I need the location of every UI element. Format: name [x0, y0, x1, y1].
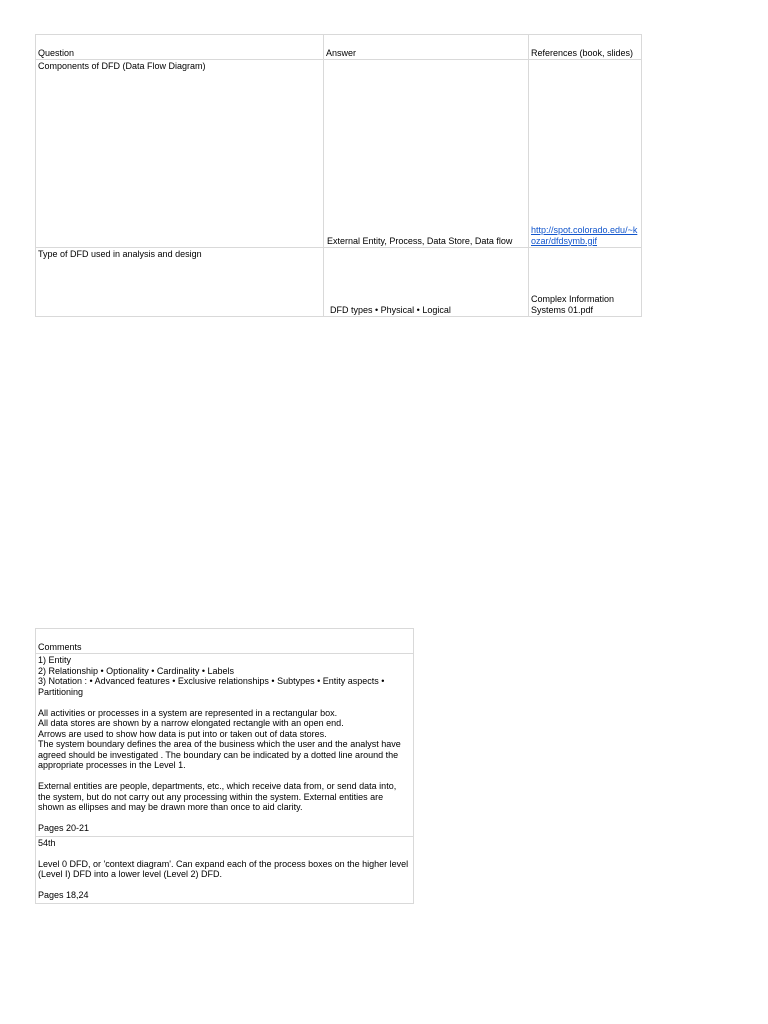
comments-table [35, 628, 414, 904]
qa-table [35, 34, 642, 317]
answer-cell: DFD types • Physical • Logical [324, 248, 529, 317]
question-header: Question [36, 35, 324, 60]
comment-paragraph: Level 0 DFD, or 'context diagram'. Can expand each of the process boxes on the higher level (Level I) DFD into a lower level (Level 2) DFD. [38, 858, 409, 879]
comments-header: Comments [36, 629, 414, 654]
reference-cell: Complex Information Systems 01.pdf [529, 248, 642, 317]
reference-link[interactable]: http://spot.colorado.edu/~kozar/dfdsymb.gif [531, 225, 638, 246]
qa-row [36, 60, 642, 248]
qa-header-row [36, 35, 642, 60]
answer-header: Answer [324, 35, 529, 60]
comment-paragraph: Pages 20-21 [38, 823, 90, 833]
comment-paragraph: 1) Entity 2) Relationship • Optionality • Cardinality • Labels 3) Notation : • Advanced features • Exclusive relationships • Subtypes • Entity aspects • Partitioning [38, 655, 385, 697]
comment-cell [36, 654, 414, 837]
comment-paragraph: All activities or processes in a system are represented in a rectangular box. All data stores are shown by a narrow elongated rectangle with an open end. Arrows are used to show how data is put into or taken out of data stores. The system boundary defines the area of the business which the user and the analyst have agreed should be investigated . The boundary can be indicated by a dotted line around the appropriate processes in the Level 1. [38, 707, 401, 770]
qa-row [36, 248, 642, 317]
comment-paragraph: 54th [38, 837, 56, 848]
comment-cell [36, 836, 414, 903]
question-cell: Type of DFD used in analysis and design [36, 248, 324, 317]
comments-header-row [36, 629, 414, 654]
comment-paragraph: External entities are people, departments, etc., which receive data from, or send data into, the system, but do not carry out any processing within the system. External entities are shown as ellipses and may be drawn more than once to aid clarity. [38, 781, 397, 812]
comment-row [36, 654, 414, 837]
answer-cell: External Entity, Process, Data Store, Data flow [324, 60, 529, 248]
reference-cell [529, 60, 642, 248]
comment-paragraph: Pages 18,24 [38, 890, 89, 900]
references-header: References (book, slides) [529, 35, 642, 60]
comment-row [36, 836, 414, 903]
question-cell: Components of DFD (Data Flow Diagram) [36, 60, 324, 248]
